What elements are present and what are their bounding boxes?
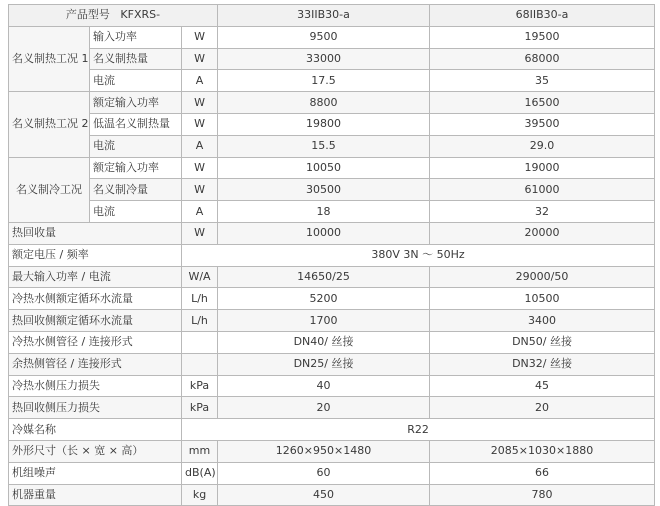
table-row bbox=[9, 375, 655, 397]
value-b: DN50/ 丝接 bbox=[430, 331, 655, 353]
table-row bbox=[9, 222, 655, 244]
unit-cell: W bbox=[182, 113, 218, 135]
value-a: 33000 bbox=[218, 48, 430, 70]
value-b: 3400 bbox=[430, 310, 655, 332]
row-label: 热回收侧压力损失 bbox=[9, 397, 182, 419]
table-row bbox=[9, 26, 655, 48]
value-b: 35 bbox=[430, 70, 655, 92]
merged-value: R22 bbox=[182, 419, 655, 441]
value-a: 15.5 bbox=[218, 135, 430, 157]
value-a: 19800 bbox=[218, 113, 430, 135]
unit-cell: A bbox=[182, 201, 218, 223]
unit-cell: kPa bbox=[182, 375, 218, 397]
param-label: 名义制冷量 bbox=[90, 179, 182, 201]
table-row bbox=[9, 397, 655, 419]
value-a: 18 bbox=[218, 201, 430, 223]
param-label: 电流 bbox=[90, 201, 182, 223]
unit-cell: W bbox=[182, 92, 218, 114]
model-b-header: 68IIB30-a bbox=[430, 5, 655, 27]
value-b: 20 bbox=[430, 397, 655, 419]
unit-cell: kg bbox=[182, 484, 218, 506]
unit-cell: W bbox=[182, 179, 218, 201]
value-b: 68000 bbox=[430, 48, 655, 70]
row-label: 额定电压 / 频率 bbox=[9, 244, 182, 266]
group-label: 名义制冷工况 bbox=[9, 157, 90, 222]
row-label: 冷热水侧压力损失 bbox=[9, 375, 182, 397]
value-b: 61000 bbox=[430, 179, 655, 201]
model-prefix: KFXRS- bbox=[120, 8, 161, 22]
row-label: 机组噪声 bbox=[9, 462, 182, 484]
table-row bbox=[9, 135, 655, 157]
value-a: 40 bbox=[218, 375, 430, 397]
table-row bbox=[9, 48, 655, 70]
table-row bbox=[9, 179, 655, 201]
merged-value: 380V 3N ～ 50Hz bbox=[182, 244, 655, 266]
value-b: 780 bbox=[430, 484, 655, 506]
value-b: 32 bbox=[430, 201, 655, 223]
param-label: 名义制热量 bbox=[90, 48, 182, 70]
row-label: 最大输入功率 / 电流 bbox=[9, 266, 182, 288]
unit-cell: A bbox=[182, 135, 218, 157]
value-a: 17.5 bbox=[218, 70, 430, 92]
table-row bbox=[9, 331, 655, 353]
unit-cell: L/h bbox=[182, 310, 218, 332]
value-a: 60 bbox=[218, 462, 430, 484]
table-row bbox=[9, 92, 655, 114]
row-label: 冷媒名称 bbox=[9, 419, 182, 441]
unit-cell: L/h bbox=[182, 288, 218, 310]
table-row bbox=[9, 419, 655, 441]
table-row bbox=[9, 462, 655, 484]
value-b: 2085×1030×1880 bbox=[430, 440, 655, 462]
value-b: 19000 bbox=[430, 157, 655, 179]
table-row bbox=[9, 244, 655, 266]
row-label: 外形尺寸（长 × 宽 × 高） bbox=[9, 440, 182, 462]
model-label-cell bbox=[9, 5, 218, 27]
unit-cell: dB(A) bbox=[182, 462, 218, 484]
table-row bbox=[9, 201, 655, 223]
group-label: 名义制热工况 2 bbox=[9, 92, 90, 157]
value-a: 30500 bbox=[218, 179, 430, 201]
value-a: 14650/25 bbox=[218, 266, 430, 288]
value-a: 1260×950×1480 bbox=[218, 440, 430, 462]
param-label: 电流 bbox=[90, 135, 182, 157]
value-b: 29.0 bbox=[430, 135, 655, 157]
param-label: 额定输入功率 bbox=[90, 157, 182, 179]
value-b: 39500 bbox=[430, 113, 655, 135]
unit-cell: W bbox=[182, 222, 218, 244]
table-row bbox=[9, 440, 655, 462]
table-row bbox=[9, 266, 655, 288]
unit-cell: W bbox=[182, 157, 218, 179]
param-label: 低温名义制热量 bbox=[90, 113, 182, 135]
value-b: 66 bbox=[430, 462, 655, 484]
table-row bbox=[9, 113, 655, 135]
value-a: DN25/ 丝接 bbox=[218, 353, 430, 375]
value-b: DN32/ 丝接 bbox=[430, 353, 655, 375]
value-b: 20000 bbox=[430, 222, 655, 244]
spec-table-container bbox=[8, 4, 654, 506]
table-row bbox=[9, 70, 655, 92]
value-b: 45 bbox=[430, 375, 655, 397]
param-label: 输入功率 bbox=[90, 26, 182, 48]
table-row bbox=[9, 353, 655, 375]
table-row bbox=[9, 157, 655, 179]
value-a: 20 bbox=[218, 397, 430, 419]
model-a-header: 33IIB30-a bbox=[218, 5, 430, 27]
row-label: 余热侧管径 / 连接形式 bbox=[9, 353, 182, 375]
table-row bbox=[9, 288, 655, 310]
header-row bbox=[9, 5, 655, 27]
table-row bbox=[9, 310, 655, 332]
group-label: 名义制热工况 1 bbox=[9, 26, 90, 91]
value-b: 29000/50 bbox=[430, 266, 655, 288]
unit-cell: mm bbox=[182, 440, 218, 462]
value-a: 10000 bbox=[218, 222, 430, 244]
row-label: 冷热水侧额定循环水流量 bbox=[9, 288, 182, 310]
model-label: 产品型号 bbox=[65, 8, 110, 22]
unit-cell: W/A bbox=[182, 266, 218, 288]
unit-cell bbox=[182, 331, 218, 353]
value-a: 10050 bbox=[218, 157, 430, 179]
spec-table bbox=[8, 4, 655, 506]
value-b: 16500 bbox=[430, 92, 655, 114]
value-a: 5200 bbox=[218, 288, 430, 310]
value-a: 1700 bbox=[218, 310, 430, 332]
value-a: 450 bbox=[218, 484, 430, 506]
row-label: 热回收侧额定循环水流量 bbox=[9, 310, 182, 332]
value-a: 9500 bbox=[218, 26, 430, 48]
unit-cell: A bbox=[182, 70, 218, 92]
param-label: 额定输入功率 bbox=[90, 92, 182, 114]
unit-cell: W bbox=[182, 26, 218, 48]
param-label: 电流 bbox=[90, 70, 182, 92]
value-b: 10500 bbox=[430, 288, 655, 310]
row-label: 机器重量 bbox=[9, 484, 182, 506]
value-a: 8800 bbox=[218, 92, 430, 114]
row-label: 冷热水侧管径 / 连接形式 bbox=[9, 331, 182, 353]
unit-cell bbox=[182, 353, 218, 375]
unit-cell: kPa bbox=[182, 397, 218, 419]
value-b: 19500 bbox=[430, 26, 655, 48]
value-a: DN40/ 丝接 bbox=[218, 331, 430, 353]
unit-cell: W bbox=[182, 48, 218, 70]
row-label: 热回收量 bbox=[9, 222, 182, 244]
